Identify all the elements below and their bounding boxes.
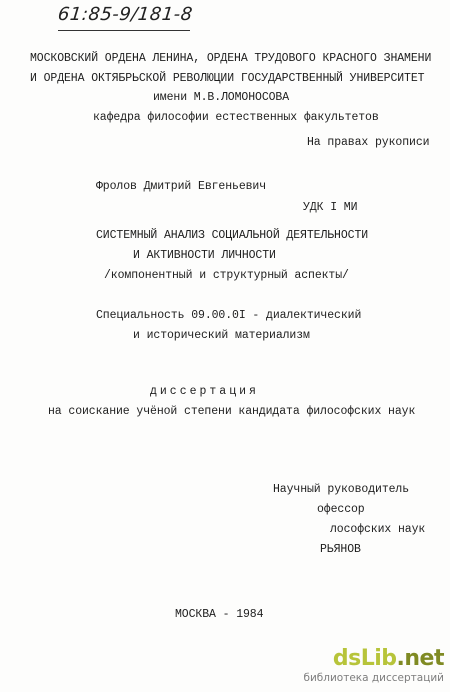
dslib-logo-tld: .net — [396, 646, 444, 671]
dslib-logo-main: dsLib — [332, 646, 397, 671]
university-name-line-3: имени М.В.ЛОМОНОСОВА — [153, 91, 290, 104]
dissertation-title-line-2: И АКТИВНОСТИ ЛИЧНОСТИ — [133, 249, 276, 262]
university-name-line-1: МОСКОВСКИЙ ОРДЕНА ЛЕНИНА, ОРДЕНА ТРУДОВОГО КРАСНОГО ЗНАМЕНИ — [30, 52, 432, 65]
dslib-subtitle: библиотека диссертаций — [303, 672, 444, 684]
dissertation-label: диссертация — [150, 385, 259, 398]
handwritten-underline — [58, 30, 190, 31]
manuscript-rights-note: На правах рукописи — [307, 136, 430, 149]
degree-statement: на соискание учёной степени кандидата философских наук — [48, 405, 416, 418]
dissertation-title-line-1: СИСТЕМНЫЙ АНАЛИЗ СОЦИАЛЬНОЙ ДЕЯТЕЛЬНОСТИ — [96, 229, 369, 242]
udk-code: УДК I МИ — [303, 201, 358, 214]
advisor-degree-fragment: лософских наук — [330, 523, 426, 536]
dslib-watermark — [294, 646, 444, 686]
dissertation-subtitle: /компонентный и структурный аспекты/ — [104, 269, 349, 282]
advisor-name-fragment: РЬЯНОВ — [320, 543, 361, 556]
specialty-line-2: и исторический материализм — [133, 329, 310, 342]
department-name: кафедра философии естественных факультетов — [93, 111, 379, 124]
advisor-title-fragment: офессор — [317, 503, 365, 516]
dslib-logo — [333, 646, 444, 671]
city-and-year: МОСКВА - 1984 — [175, 608, 264, 621]
advisor-label: Научный руководитель — [273, 483, 410, 496]
author-name: Фролов Дмитрий Евгеньевич — [96, 180, 267, 193]
handwritten-catalog-number: 61:85-9/181-8 — [56, 4, 194, 25]
university-name-line-2: И ОРДЕНА ОКТЯБРЬСКОЙ РЕВОЛЮЦИИ ГОСУДАРСТВЕННЫЙ УНИВЕРСИТЕТ — [30, 72, 425, 85]
specialty-line-1: Специальность 09.00.0I - диалектический — [96, 309, 362, 322]
